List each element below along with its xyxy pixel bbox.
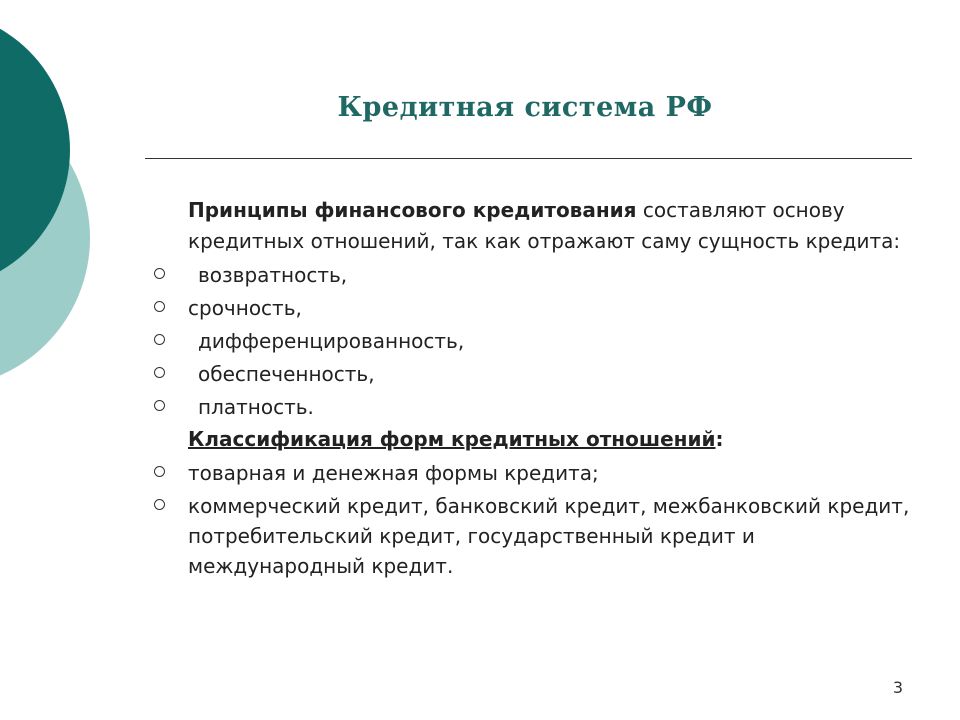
bullet-circle-icon bbox=[154, 367, 165, 378]
intro-paragraph bbox=[152, 195, 912, 257]
intro-text: составляют основу кредитных отношений, так как отражают саму сущность кредита: bbox=[188, 198, 901, 253]
classification-colon: : bbox=[715, 427, 724, 451]
classification-heading bbox=[152, 424, 912, 455]
list-item-form bbox=[152, 491, 912, 581]
slide-body bbox=[152, 195, 912, 581]
bullet-circle-icon bbox=[154, 499, 165, 510]
bullet-circle-icon bbox=[154, 301, 165, 312]
bullet-circle-icon bbox=[154, 334, 165, 345]
list-item-principle bbox=[152, 392, 912, 422]
principle-text: обеспеченность, bbox=[198, 362, 375, 386]
bullet-circle-icon bbox=[154, 466, 165, 477]
principle-text: возвратность, bbox=[198, 263, 348, 287]
classification-bold-text: Классификация форм кредитных отношений bbox=[188, 427, 716, 451]
page-number: 3 bbox=[892, 678, 903, 697]
principle-text: платность. bbox=[198, 395, 314, 419]
title-divider bbox=[145, 158, 912, 159]
bullet-circle-icon bbox=[154, 400, 165, 411]
list-item-principle bbox=[152, 260, 912, 290]
list-item-principle bbox=[152, 293, 912, 323]
principle-text: срочность, bbox=[188, 296, 302, 320]
intro-bold-text: Принципы финансового кредитования bbox=[188, 198, 637, 222]
list-item-principle bbox=[152, 326, 912, 356]
form-text: товарная и денежная формы кредита; bbox=[188, 461, 599, 485]
bullet-circle-icon bbox=[154, 268, 165, 279]
list-item-principle bbox=[152, 359, 912, 389]
principle-text: дифференцированность, bbox=[198, 329, 465, 353]
form-text: коммерческий кредит, банковский кредит, межбанковский кредит, потребительский кредит, государственный кредит и международный кредит. bbox=[188, 494, 910, 578]
list-item-form bbox=[152, 458, 912, 488]
slide-title: Кредитная система РФ bbox=[337, 92, 713, 123]
